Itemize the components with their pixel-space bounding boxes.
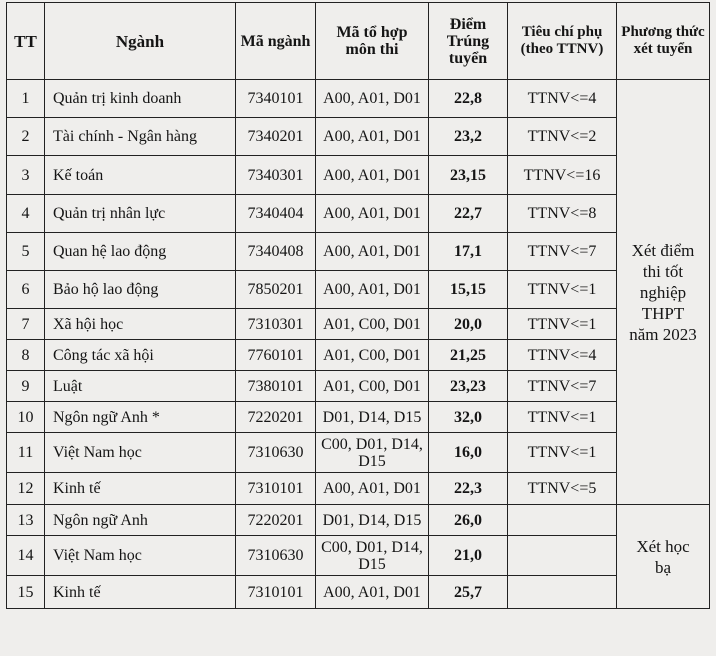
table-row	[7, 433, 710, 473]
cell-ma-nganh: 7340408	[236, 233, 316, 271]
cell-tieu-chi: TTNV<=5	[508, 473, 617, 505]
header-phuong-thuc: Phương thức xét tuyển	[617, 3, 710, 80]
header-diem: Điểm Trúng tuyển	[429, 3, 508, 80]
cell-nganh: Quan hệ lao động	[45, 233, 236, 271]
admission-table-container	[6, 2, 710, 609]
cell-to-hop: A00, A01, D01	[316, 271, 429, 309]
cell-tieu-chi: TTNV<=1	[508, 433, 617, 473]
cell-ma-nganh: 7310101	[236, 473, 316, 505]
cell-to-hop: A00, A01, D01	[316, 118, 429, 156]
cell-nganh: Xã hội học	[45, 309, 236, 340]
cell-diem: 16,0	[429, 433, 508, 473]
cell-nganh: Kế toán	[45, 156, 236, 195]
cell-to-hop: A00, A01, D01	[316, 233, 429, 271]
cell-tieu-chi: TTNV<=1	[508, 271, 617, 309]
cell-nganh: Quản trị nhân lực	[45, 195, 236, 233]
header-tt: TT	[7, 3, 45, 80]
cell-ma-nganh: 7340404	[236, 195, 316, 233]
cell-diem: 22,3	[429, 473, 508, 505]
cell-nganh: Việt Nam học	[45, 536, 236, 576]
method-hoc-ba: Xét học bạ	[617, 505, 710, 609]
cell-to-hop: A00, A01, D01	[316, 576, 429, 609]
cell-to-hop: C00, D01, D14, D15	[316, 536, 429, 576]
cell-ma-nganh: 7310301	[236, 309, 316, 340]
cell-tt: 14	[7, 536, 45, 576]
cell-to-hop: A01, C00, D01	[316, 371, 429, 402]
table-row	[7, 118, 710, 156]
cell-diem: 17,1	[429, 233, 508, 271]
table-row	[7, 340, 710, 371]
cell-nganh: Công tác xã hội	[45, 340, 236, 371]
cell-diem: 15,15	[429, 271, 508, 309]
cell-ma-nganh: 7340301	[236, 156, 316, 195]
cell-to-hop: C00, D01, D14, D15	[316, 433, 429, 473]
table-body	[7, 80, 710, 609]
cell-diem: 20,0	[429, 309, 508, 340]
header-nganh: Ngành	[45, 3, 236, 80]
cell-to-hop: A00, A01, D01	[316, 80, 429, 118]
cell-to-hop: A01, C00, D01	[316, 309, 429, 340]
header-tieu-chi: Tiêu chí phụ (theo TTNV)	[508, 3, 617, 80]
table-row	[7, 371, 710, 402]
cell-tt: 5	[7, 233, 45, 271]
table-row	[7, 576, 710, 609]
cell-tieu-chi: TTNV<=2	[508, 118, 617, 156]
cell-diem: 21,25	[429, 340, 508, 371]
cell-diem: 21,0	[429, 536, 508, 576]
cell-nganh: Kinh tế	[45, 473, 236, 505]
table-row	[7, 536, 710, 576]
table-row	[7, 473, 710, 505]
cell-to-hop: D01, D14, D15	[316, 402, 429, 433]
cell-diem: 22,7	[429, 195, 508, 233]
table-row	[7, 402, 710, 433]
cell-ma-nganh: 7310630	[236, 536, 316, 576]
cell-tieu-chi	[508, 576, 617, 609]
cell-ma-nganh: 7340101	[236, 80, 316, 118]
cell-ma-nganh: 7220201	[236, 402, 316, 433]
cell-diem: 22,8	[429, 80, 508, 118]
cell-tt: 13	[7, 505, 45, 536]
cell-nganh: Việt Nam học	[45, 433, 236, 473]
cell-to-hop: A01, C00, D01	[316, 340, 429, 371]
cell-nganh: Quản trị kinh doanh	[45, 80, 236, 118]
cell-nganh: Tài chính - Ngân hàng	[45, 118, 236, 156]
cell-tt: 11	[7, 433, 45, 473]
cell-to-hop: D01, D14, D15	[316, 505, 429, 536]
table-row	[7, 195, 710, 233]
table-row	[7, 309, 710, 340]
cell-tt: 7	[7, 309, 45, 340]
cell-tieu-chi: TTNV<=7	[508, 233, 617, 271]
admission-score-table	[6, 2, 710, 609]
cell-to-hop: A00, A01, D01	[316, 473, 429, 505]
cell-tieu-chi	[508, 536, 617, 576]
cell-to-hop: A00, A01, D01	[316, 156, 429, 195]
cell-nganh: Kinh tế	[45, 576, 236, 609]
cell-tt: 12	[7, 473, 45, 505]
cell-nganh: Luật	[45, 371, 236, 402]
cell-tt: 4	[7, 195, 45, 233]
method-thpt: Xét điểm thi tốt nghiệp THPT năm 2023	[617, 80, 710, 505]
table-row	[7, 505, 710, 536]
cell-ma-nganh: 7220201	[236, 505, 316, 536]
table-row	[7, 233, 710, 271]
cell-tt: 1	[7, 80, 45, 118]
cell-ma-nganh: 7760101	[236, 340, 316, 371]
cell-tt: 3	[7, 156, 45, 195]
header-to-hop: Mã tổ hợp môn thi	[316, 3, 429, 80]
cell-tieu-chi: TTNV<=4	[508, 340, 617, 371]
cell-diem: 32,0	[429, 402, 508, 433]
cell-tt: 8	[7, 340, 45, 371]
cell-tieu-chi	[508, 505, 617, 536]
cell-diem: 25,7	[429, 576, 508, 609]
cell-diem: 23,2	[429, 118, 508, 156]
cell-to-hop: A00, A01, D01	[316, 195, 429, 233]
cell-tieu-chi: TTNV<=1	[508, 402, 617, 433]
cell-tt: 9	[7, 371, 45, 402]
cell-ma-nganh: 7310630	[236, 433, 316, 473]
cell-tt: 2	[7, 118, 45, 156]
cell-tt: 10	[7, 402, 45, 433]
table-row	[7, 80, 710, 118]
cell-ma-nganh: 7380101	[236, 371, 316, 402]
table-row	[7, 271, 710, 309]
cell-tieu-chi: TTNV<=8	[508, 195, 617, 233]
cell-ma-nganh: 7850201	[236, 271, 316, 309]
cell-diem: 23,15	[429, 156, 508, 195]
cell-tieu-chi: TTNV<=16	[508, 156, 617, 195]
table-row	[7, 156, 710, 195]
cell-ma-nganh: 7310101	[236, 576, 316, 609]
cell-tieu-chi: TTNV<=4	[508, 80, 617, 118]
cell-nganh: Ngôn ngữ Anh	[45, 505, 236, 536]
header-row	[7, 3, 710, 80]
header-ma-nganh: Mã ngành	[236, 3, 316, 80]
cell-tieu-chi: TTNV<=1	[508, 309, 617, 340]
cell-ma-nganh: 7340201	[236, 118, 316, 156]
cell-nganh: Ngôn ngữ Anh *	[45, 402, 236, 433]
cell-tt: 6	[7, 271, 45, 309]
cell-diem: 26,0	[429, 505, 508, 536]
cell-diem: 23,23	[429, 371, 508, 402]
cell-nganh: Bảo hộ lao động	[45, 271, 236, 309]
cell-tieu-chi: TTNV<=7	[508, 371, 617, 402]
cell-tt: 15	[7, 576, 45, 609]
